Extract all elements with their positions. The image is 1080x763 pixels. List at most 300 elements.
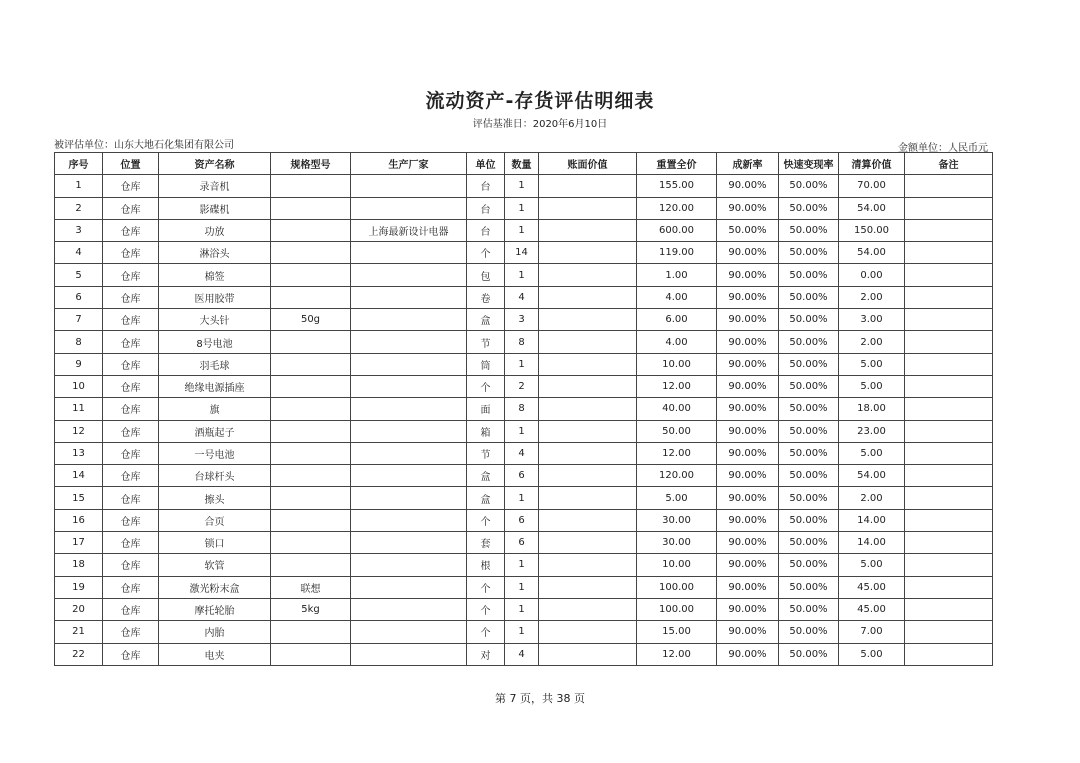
cell-index: 15 [55,487,103,509]
cell-newness-rate: 90.00% [717,420,779,442]
cell-quantity: 1 [505,420,539,442]
cell-liquidation-value: 54.00 [839,465,905,487]
table-header-row [55,153,993,175]
cell-asset-name: 功放 [159,219,271,241]
cell-manufacturer [351,197,467,219]
cell-liquidation-value: 45.00 [839,576,905,598]
cell-remarks [905,598,993,620]
cell-manufacturer: 上海最新设计电器 [351,219,467,241]
cell-spec: 联想 [271,576,351,598]
cell-manufacturer [351,442,467,464]
column-header-liquidation-value: 清算价值 [839,153,905,175]
table-row [55,264,993,286]
column-header-replacement-value: 重置全价 [637,153,717,175]
cell-replacement-value: 120.00 [637,197,717,219]
cell-book-value [539,219,637,241]
cell-replacement-value: 30.00 [637,532,717,554]
cell-location: 仓库 [103,509,159,531]
page-title: 流动资产-存货评估明细表 [425,90,655,112]
cell-quantity: 6 [505,465,539,487]
cell-liquidation-rate: 50.00% [779,420,839,442]
table-row [55,286,993,308]
cell-location: 仓库 [103,554,159,576]
cell-location: 仓库 [103,197,159,219]
cell-asset-name: 录音机 [159,175,271,197]
cell-newness-rate: 90.00% [717,621,779,643]
cell-quantity: 3 [505,309,539,331]
cell-liquidation-rate: 50.00% [779,286,839,308]
cell-newness-rate: 90.00% [717,197,779,219]
cell-replacement-value: 6.00 [637,309,717,331]
cell-asset-name: 旗 [159,398,271,420]
table-row [55,621,993,643]
cell-location: 仓库 [103,487,159,509]
cell-replacement-value: 4.00 [637,331,717,353]
cell-liquidation-value: 18.00 [839,398,905,420]
cell-book-value [539,465,637,487]
column-header-asset-name: 资产名称 [159,153,271,175]
table-row [55,509,993,531]
cell-spec [271,398,351,420]
table-row [55,175,993,197]
table-row [55,420,993,442]
cell-asset-name: 羽毛球 [159,353,271,375]
cell-asset-name: 棉签 [159,264,271,286]
cell-liquidation-value: 23.00 [839,420,905,442]
cell-replacement-value: 12.00 [637,643,717,665]
cell-unit: 对 [467,643,505,665]
cell-location: 仓库 [103,420,159,442]
cell-newness-rate: 90.00% [717,598,779,620]
table-row [55,532,993,554]
cell-asset-name: 电夹 [159,643,271,665]
cell-unit: 台 [467,175,505,197]
cell-asset-name: 绝缘电源插座 [159,375,271,397]
cell-liquidation-value: 0.00 [839,264,905,286]
cell-book-value [539,442,637,464]
cell-remarks [905,197,993,219]
cell-unit: 根 [467,554,505,576]
cell-remarks [905,465,993,487]
cell-spec [271,532,351,554]
cell-liquidation-value: 2.00 [839,487,905,509]
cell-book-value [539,598,637,620]
cell-newness-rate: 90.00% [717,554,779,576]
cell-index: 17 [55,532,103,554]
table-row [55,487,993,509]
column-header-index: 序号 [55,153,103,175]
cell-manufacturer [351,532,467,554]
cell-quantity: 1 [505,219,539,241]
cell-spec [271,487,351,509]
cell-manufacturer [351,509,467,531]
cell-liquidation-value: 5.00 [839,643,905,665]
table-row [55,219,993,241]
inventory-table [54,152,993,666]
cell-replacement-value: 15.00 [637,621,717,643]
cell-location: 仓库 [103,353,159,375]
cell-remarks [905,309,993,331]
cell-unit: 个 [467,621,505,643]
cell-asset-name: 擦头 [159,487,271,509]
cell-manufacturer [351,576,467,598]
cell-quantity: 1 [505,264,539,286]
column-header-newness-rate: 成新率 [717,153,779,175]
cell-remarks [905,264,993,286]
column-header-liquidation-rate: 快速变现率 [779,153,839,175]
cell-book-value [539,175,637,197]
cell-quantity: 8 [505,398,539,420]
cell-asset-name: 软管 [159,554,271,576]
cell-book-value [539,197,637,219]
column-header-manufacturer: 生产厂家 [351,153,467,175]
cell-spec [271,219,351,241]
cell-index: 13 [55,442,103,464]
cell-liquidation-rate: 50.00% [779,554,839,576]
cell-location: 仓库 [103,175,159,197]
column-header-location: 位置 [103,153,159,175]
cell-location: 仓库 [103,331,159,353]
cell-book-value [539,375,637,397]
cell-asset-name: 激光粉末盒 [159,576,271,598]
cell-liquidation-rate: 50.00% [779,375,839,397]
cell-spec [271,509,351,531]
cell-spec [271,175,351,197]
cell-liquidation-rate: 50.00% [779,442,839,464]
cell-newness-rate: 50.00% [717,219,779,241]
cell-location: 仓库 [103,242,159,264]
cell-spec [271,420,351,442]
cell-liquidation-value: 14.00 [839,509,905,531]
cell-manufacturer [351,487,467,509]
cell-unit: 个 [467,375,505,397]
cell-quantity: 1 [505,487,539,509]
cell-index: 1 [55,175,103,197]
cell-location: 仓库 [103,598,159,620]
cell-book-value [539,286,637,308]
cell-index: 16 [55,509,103,531]
cell-remarks [905,532,993,554]
column-header-remarks: 备注 [905,153,993,175]
cell-index: 9 [55,353,103,375]
table-row [55,598,993,620]
cell-liquidation-value: 14.00 [839,532,905,554]
cell-location: 仓库 [103,264,159,286]
cell-remarks [905,219,993,241]
cell-manufacturer [351,175,467,197]
table-row [55,197,993,219]
cell-location: 仓库 [103,398,159,420]
cell-replacement-value: 4.00 [637,286,717,308]
cell-replacement-value: 10.00 [637,353,717,375]
cell-replacement-value: 12.00 [637,442,717,464]
cell-liquidation-rate: 50.00% [779,264,839,286]
column-header-book-value: 账面价值 [539,153,637,175]
cell-spec [271,264,351,286]
cell-quantity: 1 [505,175,539,197]
cell-index: 21 [55,621,103,643]
cell-index: 8 [55,331,103,353]
cell-manufacturer [351,286,467,308]
cell-unit: 个 [467,509,505,531]
table-row [55,442,993,464]
cell-location: 仓库 [103,465,159,487]
cell-asset-name: 摩托轮胎 [159,598,271,620]
cell-asset-name: 台球杆头 [159,465,271,487]
currency-unit: 金额单位：人民币元 [898,143,988,154]
cell-index: 12 [55,420,103,442]
cell-unit: 台 [467,219,505,241]
cell-liquidation-value: 70.00 [839,175,905,197]
cell-manufacturer [351,242,467,264]
cell-liquidation-rate: 50.00% [779,487,839,509]
cell-manufacturer [351,331,467,353]
cell-liquidation-rate: 50.00% [779,576,839,598]
cell-spec: 50g [271,309,351,331]
cell-newness-rate: 90.00% [717,509,779,531]
cell-book-value [539,576,637,598]
table-row [55,242,993,264]
cell-quantity: 14 [505,242,539,264]
cell-index: 3 [55,219,103,241]
cell-liquidation-value: 5.00 [839,554,905,576]
cell-newness-rate: 90.00% [717,175,779,197]
cell-remarks [905,331,993,353]
cell-remarks [905,442,993,464]
cell-asset-name: 医用胶带 [159,286,271,308]
cell-liquidation-value: 5.00 [839,375,905,397]
cell-manufacturer [351,621,467,643]
cell-spec [271,621,351,643]
cell-index: 20 [55,598,103,620]
table-row [55,554,993,576]
cell-manufacturer [351,643,467,665]
cell-quantity: 2 [505,375,539,397]
cell-book-value [539,487,637,509]
cell-location: 仓库 [103,621,159,643]
cell-asset-name: 合页 [159,509,271,531]
cell-replacement-value: 5.00 [637,487,717,509]
cell-liquidation-value: 150.00 [839,219,905,241]
cell-location: 仓库 [103,643,159,665]
cell-location: 仓库 [103,375,159,397]
cell-book-value [539,554,637,576]
cell-remarks [905,621,993,643]
cell-replacement-value: 100.00 [637,576,717,598]
cell-manufacturer [351,398,467,420]
table-row [55,465,993,487]
cell-manufacturer [351,353,467,375]
cell-remarks [905,554,993,576]
table-row [55,398,993,420]
cell-location: 仓库 [103,309,159,331]
cell-unit: 卷 [467,286,505,308]
cell-quantity: 4 [505,286,539,308]
cell-replacement-value: 119.00 [637,242,717,264]
cell-newness-rate: 90.00% [717,264,779,286]
cell-book-value [539,242,637,264]
cell-unit: 盒 [467,487,505,509]
table-row [55,331,993,353]
cell-book-value [539,643,637,665]
cell-newness-rate: 90.00% [717,242,779,264]
cell-replacement-value: 120.00 [637,465,717,487]
cell-asset-name: 8号电池 [159,331,271,353]
cell-index: 22 [55,643,103,665]
cell-newness-rate: 90.00% [717,353,779,375]
cell-replacement-value: 600.00 [637,219,717,241]
cell-quantity: 1 [505,598,539,620]
cell-location: 仓库 [103,219,159,241]
cell-liquidation-rate: 50.00% [779,398,839,420]
cell-spec [271,554,351,576]
cell-replacement-value: 12.00 [637,375,717,397]
cell-liquidation-rate: 50.00% [779,465,839,487]
cell-index: 5 [55,264,103,286]
cell-book-value [539,331,637,353]
cell-replacement-value: 155.00 [637,175,717,197]
table-body [55,175,993,666]
cell-manufacturer [351,598,467,620]
cell-unit: 盒 [467,309,505,331]
cell-replacement-value: 30.00 [637,509,717,531]
cell-book-value [539,532,637,554]
cell-replacement-value: 1.00 [637,264,717,286]
table-row [55,643,993,665]
cell-manufacturer [351,554,467,576]
cell-book-value [539,420,637,442]
cell-unit: 包 [467,264,505,286]
cell-remarks [905,643,993,665]
cell-spec: 5kg [271,598,351,620]
cell-liquidation-rate: 50.00% [779,353,839,375]
cell-unit: 个 [467,576,505,598]
cell-replacement-value: 100.00 [637,598,717,620]
cell-asset-name: 内胎 [159,621,271,643]
cell-manufacturer [351,420,467,442]
base-date: 评估基准日：2020年6月10日 [472,119,608,130]
cell-quantity: 8 [505,331,539,353]
cell-newness-rate: 90.00% [717,643,779,665]
cell-liquidation-value: 5.00 [839,353,905,375]
cell-liquidation-value: 5.00 [839,442,905,464]
cell-unit: 盒 [467,465,505,487]
cell-index: 2 [55,197,103,219]
column-header-quantity: 数量 [505,153,539,175]
cell-newness-rate: 90.00% [717,331,779,353]
cell-liquidation-rate: 50.00% [779,219,839,241]
cell-quantity: 1 [505,576,539,598]
cell-liquidation-rate: 50.00% [779,242,839,264]
cell-liquidation-rate: 50.00% [779,532,839,554]
cell-newness-rate: 90.00% [717,487,779,509]
cell-spec [271,643,351,665]
cell-manufacturer [351,309,467,331]
cell-quantity: 1 [505,197,539,219]
cell-book-value [539,621,637,643]
cell-liquidation-rate: 50.00% [779,197,839,219]
cell-newness-rate: 90.00% [717,465,779,487]
cell-asset-name: 一号电池 [159,442,271,464]
cell-remarks [905,487,993,509]
cell-replacement-value: 40.00 [637,398,717,420]
assessed-unit: 被评估单位：山东大地石化集团有限公司 [54,140,234,151]
cell-liquidation-rate: 50.00% [779,309,839,331]
cell-quantity: 6 [505,509,539,531]
cell-index: 11 [55,398,103,420]
cell-quantity: 1 [505,353,539,375]
cell-asset-name: 淋浴头 [159,242,271,264]
cell-spec [271,442,351,464]
cell-remarks [905,353,993,375]
page-footer: 第 7 页，共 38 页 [495,692,585,705]
cell-quantity: 1 [505,554,539,576]
cell-book-value [539,264,637,286]
table-row [55,309,993,331]
cell-newness-rate: 90.00% [717,442,779,464]
cell-location: 仓库 [103,532,159,554]
cell-newness-rate: 90.00% [717,576,779,598]
cell-asset-name: 大头针 [159,309,271,331]
cell-index: 6 [55,286,103,308]
cell-remarks [905,509,993,531]
cell-unit: 筒 [467,353,505,375]
table-row [55,353,993,375]
cell-index: 4 [55,242,103,264]
cell-liquidation-rate: 50.00% [779,598,839,620]
cell-location: 仓库 [103,576,159,598]
cell-asset-name: 酒瓶起子 [159,420,271,442]
cell-unit: 箱 [467,420,505,442]
cell-asset-name: 影碟机 [159,197,271,219]
cell-index: 7 [55,309,103,331]
cell-liquidation-value: 54.00 [839,242,905,264]
cell-liquidation-value: 3.00 [839,309,905,331]
cell-remarks [905,375,993,397]
cell-unit: 个 [467,242,505,264]
cell-liquidation-value: 2.00 [839,331,905,353]
cell-index: 14 [55,465,103,487]
cell-quantity: 4 [505,442,539,464]
cell-book-value [539,509,637,531]
cell-manufacturer [351,465,467,487]
cell-newness-rate: 90.00% [717,309,779,331]
cell-unit: 面 [467,398,505,420]
cell-unit: 台 [467,197,505,219]
cell-spec [271,286,351,308]
cell-unit: 套 [467,532,505,554]
cell-spec [271,465,351,487]
column-header-spec: 规格型号 [271,153,351,175]
cell-newness-rate: 90.00% [717,375,779,397]
cell-book-value [539,309,637,331]
table-row [55,576,993,598]
cell-index: 18 [55,554,103,576]
cell-manufacturer [351,264,467,286]
cell-book-value [539,353,637,375]
cell-newness-rate: 90.00% [717,398,779,420]
cell-index: 10 [55,375,103,397]
cell-liquidation-rate: 50.00% [779,509,839,531]
cell-liquidation-rate: 50.00% [779,175,839,197]
cell-liquidation-rate: 50.00% [779,331,839,353]
cell-remarks [905,420,993,442]
cell-remarks [905,175,993,197]
cell-spec [271,375,351,397]
cell-liquidation-value: 45.00 [839,598,905,620]
cell-newness-rate: 90.00% [717,532,779,554]
cell-liquidation-value: 7.00 [839,621,905,643]
